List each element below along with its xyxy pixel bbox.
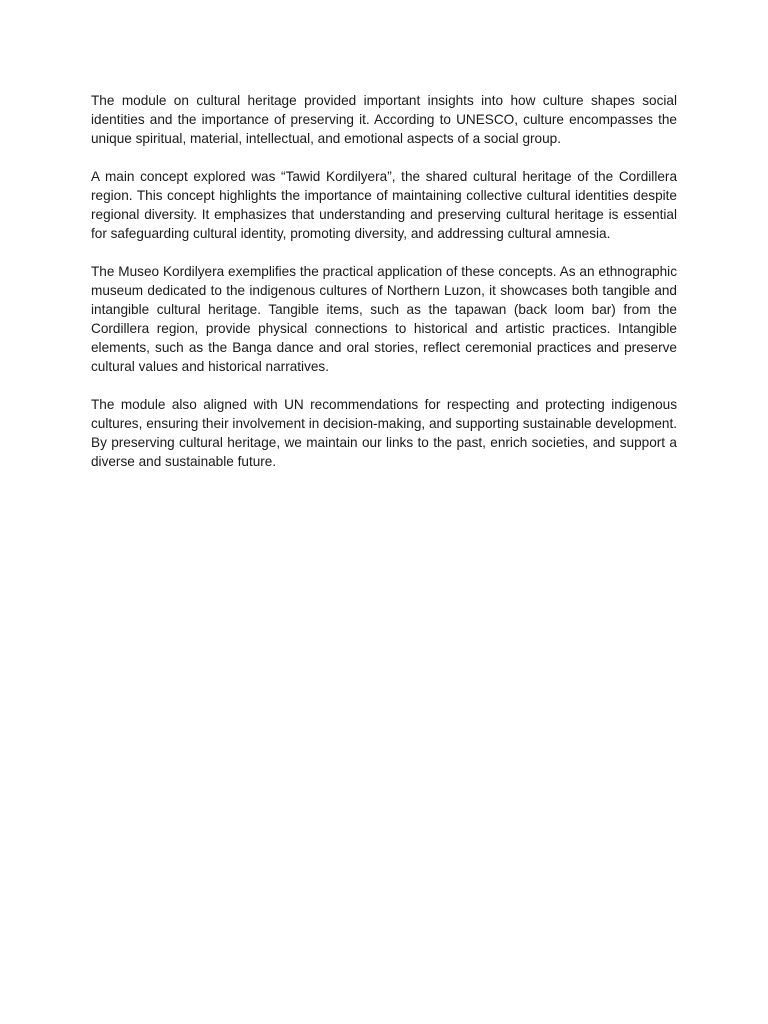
paragraph-cultural-heritage-intro: The module on cultural heritage provided important insights into how culture shapes social identities and the importance of preserving it. According to UNESCO, culture encompasses the unique spiritual, material, intellectual, and emotional aspects of a social group.	[91, 93, 677, 146]
paragraph-un-recommendations: The module also aligned with UN recommendations for respecting and protecting indigenous cultures, ensuring their involvement in decision-making, and supporting sustainable development. By preserving cultural heritage, we maintain our links to the past, enrich societies, and support a diverse and sustainable future.	[91, 397, 677, 469]
paragraph-tawid-kordilyera: A main concept explored was “Tawid Kordilyera”, the shared cultural heritage of the Cordillera region. This concept highlights the importance of maintaining collective cultural identities despite regional diversity. It emphasizes that understanding and preserving cultural heritage is essential for safeguarding cultural identity, promoting diversity, and addressing cultural amnesia.	[91, 169, 677, 241]
document-body	[91, 91, 677, 471]
paragraph-museo-kordilyera: The Museo Kordilyera exemplifies the practical application of these concepts. As an ethnographic museum dedicated to the indigenous cultures of Northern Luzon, it showcases both tangible and intangible cultural heritage. Tangible items, such as the tapawan (back loom bar) from the Cordillera region, provide physical connections to historical and artistic practices. Intangible elements, such as the Banga dance and oral stories, reflect ceremonial practices and preserve cultural values and historical narratives.	[91, 264, 677, 374]
